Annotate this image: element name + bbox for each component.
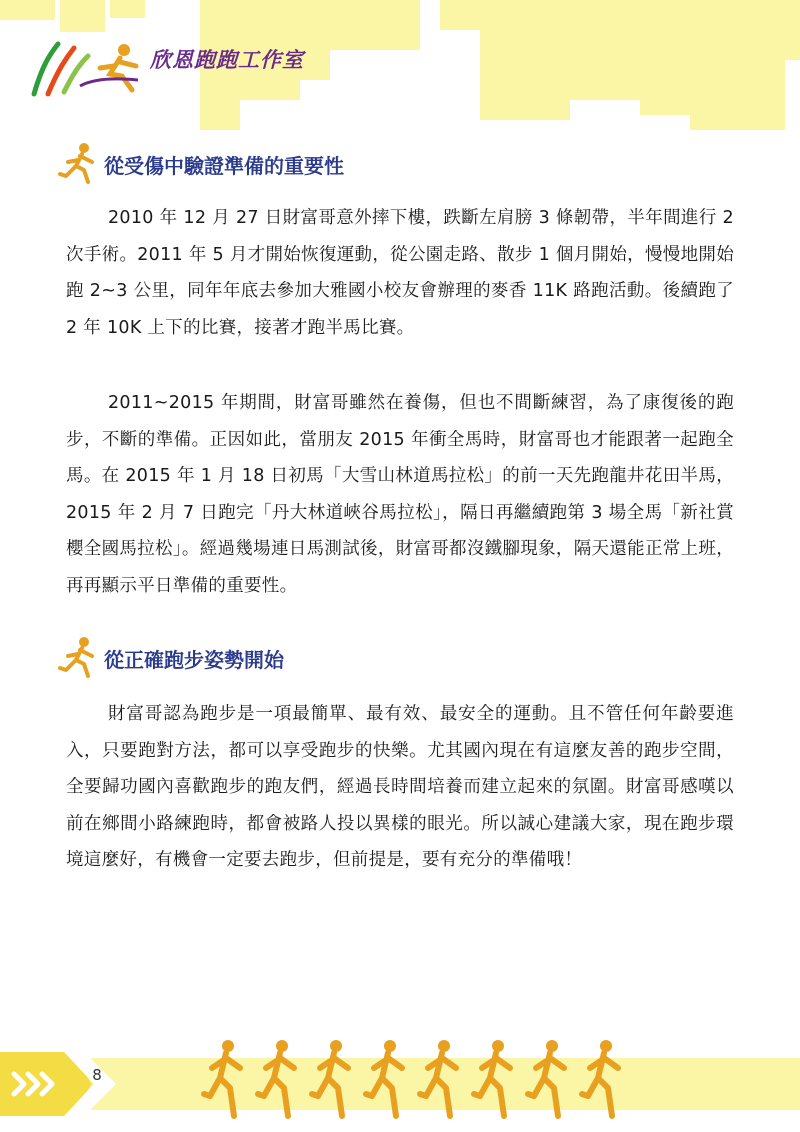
section-heading: [58, 636, 284, 680]
runner-icon: [58, 142, 98, 186]
section-title: 從正確跑步姿勢開始: [104, 647, 284, 672]
section-title: 從受傷中驗證準備的重要性: [104, 153, 344, 178]
brand-name: 欣恩跑跑工作室: [150, 48, 304, 72]
page-number: 8: [92, 1066, 102, 1084]
runner-icon: [58, 636, 98, 680]
paragraph: 2010 年 12 月 27 日財富哥意外摔下樓，跌斷左肩膀 3 條韌帶，半年間進行 2 次手術。2011 年 5 月才開始恢復運動，從公園走路、散步 1 個月開始，慢慢地開始跑 2~3 公里，同年年底去參加大雅國小校友會辦理的麥香 11K 路跑活動。後續跑了 2 年 10K 上下的比賽，接著才跑半馬比賽。: [66, 208, 734, 338]
paragraph: 財富哥認為跑步是一項最簡單、最有效、最安全的運動。且不管任何年齡要進入，只要跑對方法，都可以享受跑步的快樂。尤其國內現在有這麼友善的跑步空間，全要歸功國內喜歡跑步的跑友們，經過長時間培養而建立起來的氛圍。財富哥感嘆以前在鄉間小路練跑時，都會被路人投以異樣的眼光。所以誠心建議大家，現在跑步環境這麼好，有機會一定要去跑步，但前提是，要有充分的準備哦！: [66, 704, 734, 871]
section-heading: [58, 142, 344, 186]
logo-icon: [28, 36, 148, 100]
runners-decoration: [200, 1030, 640, 1125]
paragraph: 2011~2015 年期間，財富哥雖然在養傷，但也不間斷練習，為了康復後的跑步，不斷的準備。正因如此，當朋友 2015 年衝全馬時，財富哥也才能跟著一起跑全馬。在 2015 年 1 月 18 日初馬「大雪山林道馬拉松」的前一天先跑龍井花田半馬，2015 年 2 月 7 日跑完「丹大林道峽谷馬拉松」，隔日再繼續跑第 3 場全馬「新社賞櫻全國馬拉松」。經過幾場連日馬測試後，財富哥都沒鐵腳現象，隔天還能正常上班，再再顯示平日準備的重要性。: [66, 393, 734, 596]
